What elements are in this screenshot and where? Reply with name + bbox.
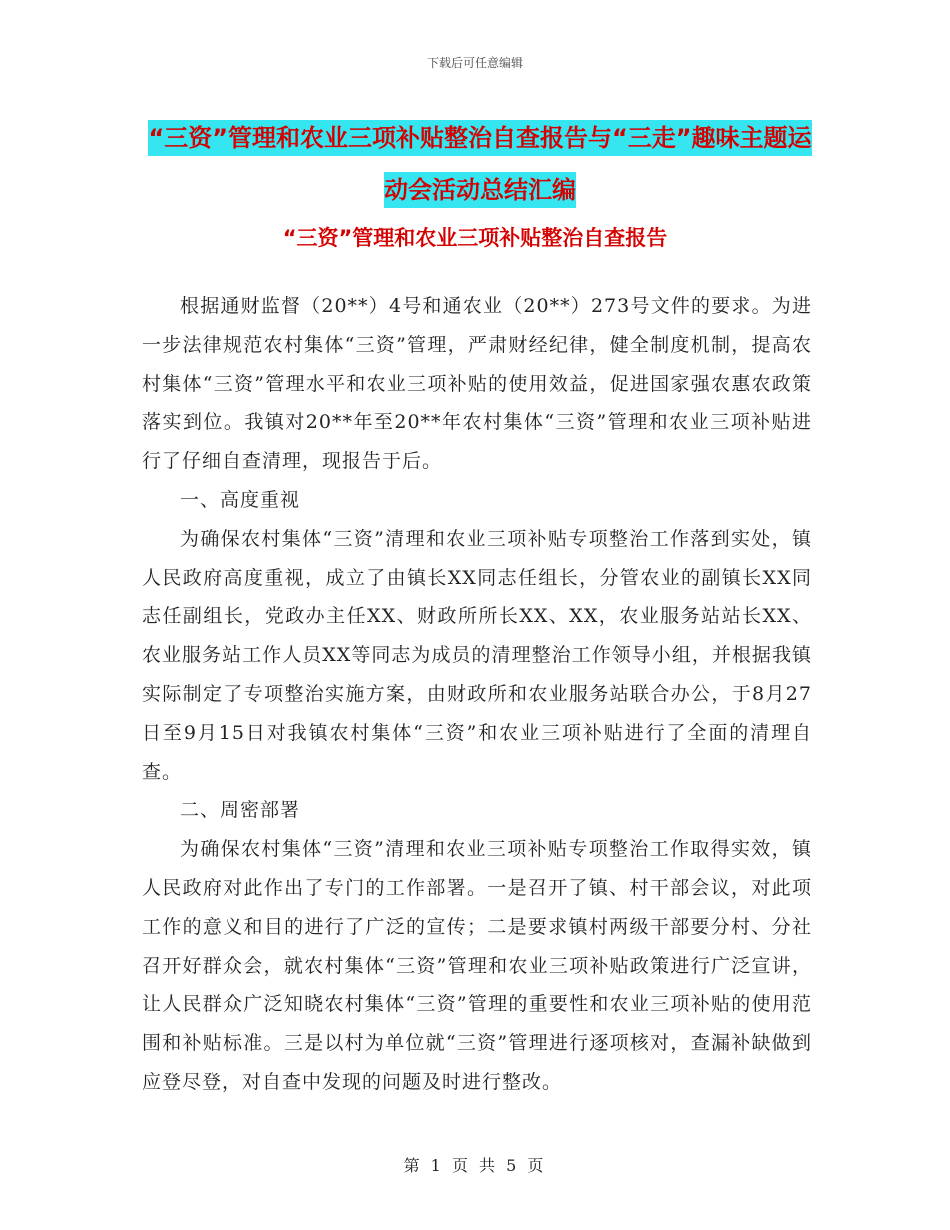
document-body — [142, 287, 812, 1102]
paragraph-intro: 根据通财监督（20**）4号和通农业（20**）273号文件的要求。为进一步法律规范农村集体“三资”管理，严肃财经纪律，健全制度机制，提高农村集体“三资”管理水平和农业三项补贴的使用效益，促进国家强农惠农政策落实到位。我镇对20**年至20**年农村集体“三资”管理和农业三项补贴进行了仔细自查清理，现报告于后。 — [142, 295, 812, 473]
page-footer: 第 1 页 共 5 页 — [403, 1156, 547, 1175]
section-heading-1: 一、高度重视 — [180, 488, 301, 511]
document-title-text: “三资”管理和农业三项补贴整治自查报告与“三走”趣味主题运动会活动总结汇编 — [148, 120, 811, 208]
paragraph-section-2: 为确保农村集体“三资”清理和农业三项补贴专项整治工作取得实效，镇人民政府对此作出了专门的工作部署。一是召开了镇、村干部会议，对此项工作的意义和目的进行了广泛的宣传；二是要求镇村两级干部要分村、分社召开好群众会，就农村集体“三资”管理和农业三项补贴政策进行广泛宣讲，让人民群众广泛知晓农村集体“三资”管理的重要性和农业三项补贴的使用范围和补贴标准。三是以村为单位就“三资”管理进行逐项核对，查漏补缺做到应登尽登，对自查中发现的问题及时进行整改。 — [142, 838, 812, 1093]
section-heading-2: 二、周密部署 — [180, 799, 301, 822]
header-note: 下载后可任意编辑 — [426, 56, 523, 70]
document-title — [140, 112, 820, 216]
section-title: “三资”管理和农业三项补贴整治自查报告 — [282, 226, 668, 250]
paragraph-section-1: 为确保农村集体“三资”清理和农业三项补贴专项整治工作落到实处，镇人民政府高度重视，成立了由镇长XX同志任组长，分管农业的副镇长XX同志任副组长，党政办主任XX、财政所所长XX、XX，农业服务站站长XX、农业服务站工作人员XX等同志为成员的清理整治工作领导小组，并根据我镇实际制定了专项整治实施方案，由财政所和农业服务站联合办公，于8月27日至9月15日对我镇农村集体“三资”和农业三项补贴进行了全面的清理自查。 — [142, 527, 812, 783]
